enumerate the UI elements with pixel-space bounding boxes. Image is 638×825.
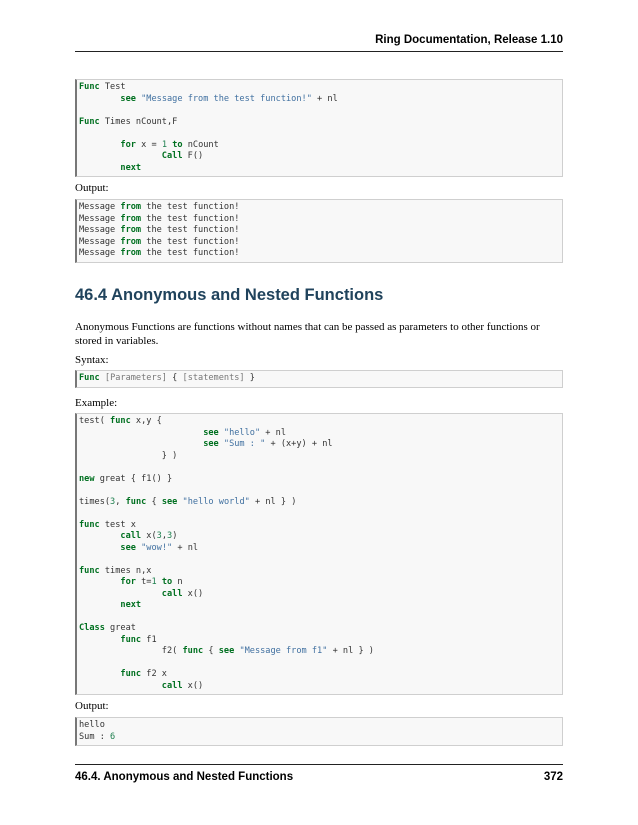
- code-line: [79, 577, 183, 587]
- code-token: [Parameters]: [104, 373, 167, 383]
- code-token: Test: [99, 82, 126, 92]
- code-token: see: [203, 439, 219, 449]
- code-token: func: [110, 416, 131, 426]
- code-text: [79, 720, 562, 743]
- code-token: func: [79, 519, 100, 530]
- code-token: Message: [79, 248, 121, 258]
- code-token: the test function!: [141, 225, 240, 235]
- code-token: "Sum : ": [223, 439, 266, 449]
- code-text: [79, 202, 562, 260]
- code-token: 1: [151, 577, 157, 587]
- code-text: [79, 82, 562, 174]
- code-token: f1: [141, 634, 157, 645]
- code-token: x,y {: [130, 416, 162, 426]
- output-label: Output:: [75, 182, 109, 194]
- code-line: [79, 117, 177, 127]
- code-token: {: [203, 646, 219, 656]
- code-token: the test function!: [141, 248, 240, 258]
- code-block-example: [75, 413, 563, 695]
- code-token: to: [161, 577, 173, 587]
- section-paragraph: Anonymous Functions are functions without names that can be passed as parameters to other functions or stored in variables.: [75, 321, 540, 347]
- code-token: the test function!: [141, 202, 240, 212]
- code-line: [79, 720, 105, 730]
- code-token: see: [218, 646, 235, 656]
- code-line: [79, 543, 198, 553]
- code-token: + nl: [311, 93, 338, 104]
- code-token: ,: [161, 531, 168, 541]
- code-token: call: [161, 588, 183, 599]
- code-line: [79, 163, 141, 173]
- section-title: 46.4 Anonymous and Nested Functions: [75, 286, 384, 304]
- code-token: Times nCount,F: [99, 116, 178, 127]
- code-token: Message: [79, 225, 121, 235]
- code-line: [79, 732, 115, 742]
- code-token: 3: [167, 531, 173, 541]
- code-token: t=: [135, 577, 152, 587]
- code-line: [79, 439, 333, 449]
- code-token: see: [120, 93, 136, 104]
- code-token: ): [172, 531, 178, 541]
- code-token: 3: [156, 531, 162, 541]
- code-token: + nl: [260, 427, 286, 438]
- code-token: [79, 163, 120, 173]
- code-line: [79, 237, 239, 247]
- code-token: Message: [79, 236, 121, 247]
- code-token: [79, 140, 120, 150]
- code-token: Func: [79, 373, 100, 383]
- code-token: nCount: [182, 139, 219, 150]
- code-token: hello: [79, 720, 105, 730]
- code-token: {: [146, 496, 162, 507]
- code-line: [79, 566, 151, 576]
- code-line: [79, 451, 177, 461]
- code-token: [79, 439, 203, 449]
- code-token: x(): [182, 680, 204, 691]
- code-token: [79, 94, 120, 104]
- code-token: + nl } ): [327, 646, 374, 656]
- code-token: [79, 531, 120, 541]
- code-token: ,: [115, 496, 126, 507]
- code-line: [79, 82, 126, 92]
- code-line: [79, 589, 203, 599]
- code-token: [79, 428, 203, 438]
- header-title: Ring Documentation, Release 1.10: [375, 34, 563, 46]
- code-token: x(: [141, 531, 157, 541]
- code-line: [79, 225, 239, 235]
- code-token: func: [125, 496, 147, 507]
- code-token: 6: [110, 731, 116, 742]
- code-token: [79, 151, 162, 161]
- example-label: Example:: [75, 397, 118, 409]
- code-token: times(: [79, 496, 111, 507]
- footer-section: 46.4. Anonymous and Nested Functions: [75, 771, 294, 783]
- code-token: Func: [79, 82, 100, 92]
- code-token: [79, 577, 120, 587]
- code-token: the test function!: [141, 213, 240, 224]
- code-token: for: [120, 577, 136, 587]
- code-line: [79, 669, 167, 679]
- code-token: Class: [79, 623, 105, 633]
- code-token: + nl } ): [249, 496, 297, 507]
- code-token: f2 x: [141, 669, 167, 679]
- code-block-output: [75, 199, 563, 263]
- code-token: + (x+y) + nl: [265, 439, 333, 449]
- code-line: [79, 623, 136, 633]
- code-token: see: [161, 496, 178, 507]
- code-token: from: [120, 236, 142, 247]
- code-token: new: [79, 473, 95, 484]
- syntax-label: Syntax:: [75, 354, 109, 366]
- code-token: call: [120, 531, 142, 541]
- code-token: "wow!": [141, 542, 173, 553]
- code-token: "Message from the test function!": [141, 93, 312, 104]
- code-line: [79, 681, 203, 691]
- code-line: [79, 373, 255, 383]
- code-token: see: [120, 542, 136, 553]
- code-token: {: [166, 373, 183, 383]
- code-line: [79, 531, 177, 541]
- code-line: [79, 497, 296, 507]
- code-token: 1: [161, 139, 167, 150]
- code-token: Sum :: [79, 731, 111, 742]
- code-token: }: [244, 373, 255, 383]
- code-token: x(): [182, 588, 204, 599]
- code-token: func: [120, 669, 142, 679]
- code-line: [79, 94, 338, 104]
- code-token: Message: [79, 213, 121, 224]
- code-block-output-2: [75, 717, 563, 746]
- footer-divider: [75, 764, 563, 765]
- code-token: 3: [110, 496, 116, 507]
- code-token: [79, 589, 162, 599]
- page-number: 372: [543, 771, 563, 783]
- code-token: great { f1() }: [94, 473, 173, 484]
- code-line: [79, 151, 203, 161]
- code-token: times n,x: [99, 565, 152, 576]
- code-line: [79, 646, 374, 656]
- code-line: [79, 140, 219, 150]
- code-token: from: [120, 248, 142, 258]
- code-token: "hello world": [182, 496, 250, 507]
- code-token: Call: [161, 151, 183, 161]
- code-token: F(): [182, 151, 204, 161]
- code-token: Func: [79, 116, 100, 127]
- code-token: call: [161, 680, 183, 691]
- code-token: to: [172, 139, 183, 150]
- code-text: [79, 373, 562, 385]
- code-token: see: [203, 427, 219, 438]
- code-token: next: [120, 600, 142, 610]
- code-token: n: [172, 577, 183, 587]
- code-token: func: [120, 634, 142, 645]
- code-line: [79, 214, 239, 224]
- code-token: [79, 600, 120, 610]
- code-token: x =: [135, 139, 162, 150]
- code-line: [79, 635, 157, 645]
- code-line: [79, 416, 162, 426]
- code-token: test x: [99, 519, 136, 530]
- code-token: great: [104, 623, 136, 633]
- code-token: + nl: [172, 542, 199, 553]
- code-line: [79, 600, 141, 610]
- code-token: the test function!: [141, 236, 240, 247]
- code-line: [79, 248, 239, 258]
- code-token: [79, 543, 120, 553]
- output-label-2: Output:: [75, 700, 109, 712]
- code-token: from: [120, 225, 142, 235]
- code-line: [79, 428, 286, 438]
- code-token: test(: [79, 416, 111, 426]
- code-token: for: [120, 139, 136, 150]
- code-token: func: [79, 565, 100, 576]
- header-divider: [75, 51, 563, 52]
- code-token: } ): [79, 450, 178, 461]
- code-token: f2(: [79, 646, 183, 656]
- code-token: "Message from f1": [239, 646, 328, 656]
- code-block-syntax: [75, 370, 563, 388]
- code-token: [79, 635, 120, 645]
- code-token: from: [120, 213, 142, 224]
- code-token: [79, 669, 120, 679]
- code-text: [79, 416, 562, 692]
- code-token: Message: [79, 202, 121, 212]
- code-token: [79, 681, 162, 691]
- code-line: [79, 202, 239, 212]
- code-token: [statements]: [182, 373, 245, 383]
- code-token: from: [120, 202, 142, 212]
- code-line: [79, 474, 172, 484]
- code-token: next: [120, 162, 142, 173]
- code-token: "hello": [223, 427, 261, 438]
- code-line: [79, 520, 136, 530]
- code-token: func: [182, 646, 204, 656]
- code-block-func-test: [75, 79, 563, 177]
